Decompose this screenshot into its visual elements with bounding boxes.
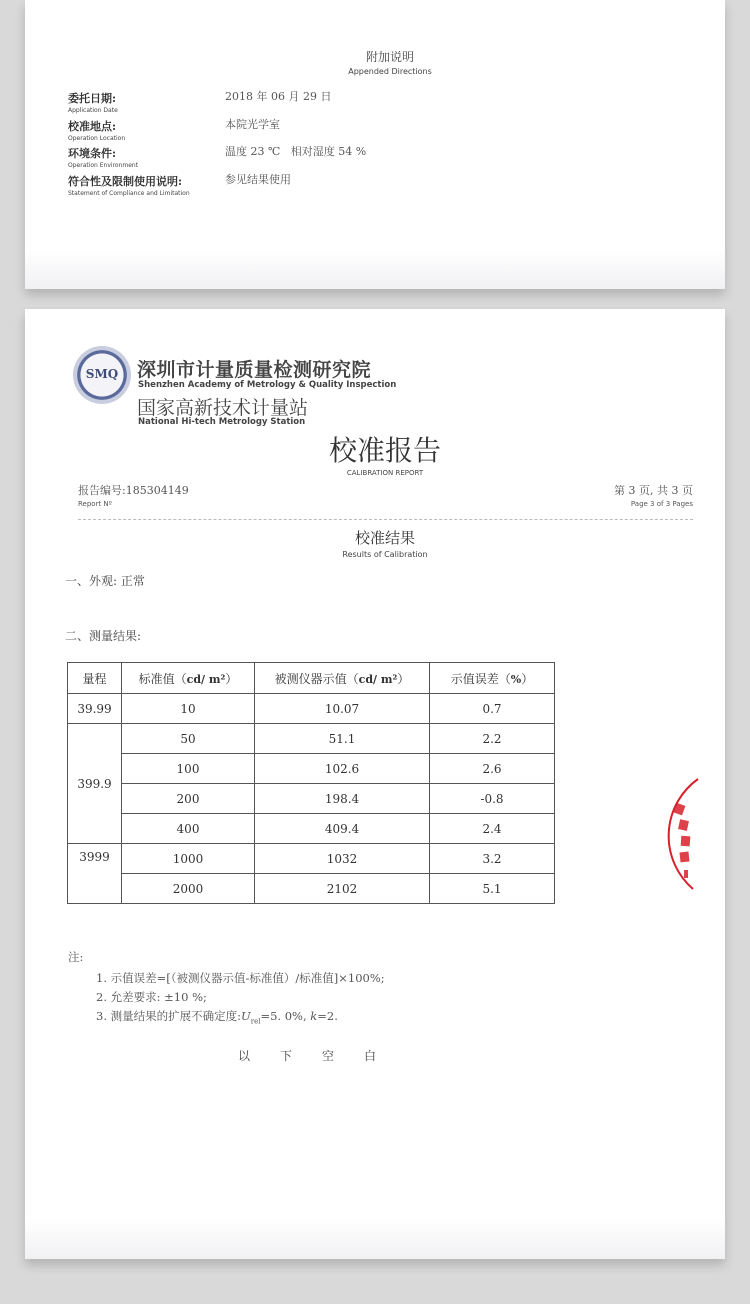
range-cell: 399.9 — [68, 724, 122, 844]
official-seal-stamp — [653, 774, 713, 894]
note-1: 1. 示值误差=[（被测仪器示值-标准值）/标准值]×100%; — [96, 971, 385, 985]
report-number-value: 185304149 — [125, 484, 189, 497]
table-row — [68, 874, 555, 904]
report-title — [25, 429, 735, 477]
appendix-page — [25, 0, 725, 289]
note-3-k: k — [310, 1009, 318, 1023]
application-date-label — [68, 87, 118, 114]
org-name-zh: 深圳市计量质量检测研究院 — [137, 359, 372, 381]
label-en: Operation Location — [68, 135, 126, 142]
header-text: ） — [397, 671, 410, 686]
standard-cell: 10 — [122, 694, 255, 724]
table-row — [68, 694, 555, 724]
station-name-en: National Hi-tech Metrology Station — [138, 417, 306, 427]
table-row — [68, 814, 555, 844]
measured-cell: 198.4 — [255, 784, 430, 814]
header-unit: % — [510, 672, 522, 686]
standard-cell: 200 — [122, 784, 255, 814]
appendix-title-en: Appended Directions — [348, 67, 432, 76]
notes — [68, 949, 385, 1031]
standard-cell: 2000 — [122, 874, 255, 904]
report-number-en: Report Nº — [78, 500, 112, 508]
error-cell: 2.2 — [430, 724, 555, 754]
table-header-row — [68, 663, 555, 694]
operation-environment-label — [68, 142, 138, 169]
range-cell: 3999 — [68, 844, 122, 904]
smq-logo — [73, 346, 131, 404]
page-shadow-fade — [25, 1219, 725, 1259]
measured-cell: 10.07 — [255, 694, 430, 724]
error-cell: 2.4 — [430, 814, 555, 844]
report-title-zh: 校准报告 — [328, 434, 441, 467]
note-3-u: U — [241, 1009, 251, 1023]
header-text: 示值误差（ — [450, 671, 511, 686]
results-table — [67, 662, 555, 904]
error-cell: 5.1 — [430, 874, 555, 904]
appendix-title-zh: 附加说明 — [365, 50, 414, 64]
header-measured — [255, 663, 430, 694]
label-zh: 环境条件: — [68, 147, 117, 160]
header-text: 被测仪器示值（ — [274, 671, 359, 686]
results-title — [25, 527, 735, 559]
station-name-zh: 国家高新技术计量站 — [137, 397, 309, 419]
standard-cell: 100 — [122, 754, 255, 784]
error-cell: 3.2 — [430, 844, 555, 874]
application-date-value: 2018 年 06 月 29 日 — [225, 90, 332, 103]
operation-location-value: 本院光学室 — [225, 118, 280, 131]
label-en: Statement of Compliance and Limitation — [68, 190, 190, 197]
calibration-report-page — [25, 309, 725, 1259]
header-range — [68, 663, 122, 694]
header-unit: cd/ m² — [186, 672, 226, 686]
header-text: ） — [521, 671, 534, 686]
page-indicator-en: Page 3 of 3 Pages — [630, 500, 693, 508]
report-number — [78, 482, 189, 508]
standard-cell: 50 — [122, 724, 255, 754]
label-zh: 校准地点: — [68, 120, 117, 133]
logo-text: SMQ — [85, 367, 119, 381]
error-cell: 0.7 — [430, 694, 555, 724]
label-zh: 符合性及限制使用说明: — [68, 175, 183, 188]
compliance-statement-value: 参见结果使用 — [225, 173, 291, 186]
note-3 — [96, 1007, 385, 1031]
error-cell: 2.6 — [430, 754, 555, 784]
measurement-heading: 二、测量结果: — [65, 629, 142, 643]
measured-cell: 1032 — [255, 844, 430, 874]
page-shadow-fade — [25, 249, 725, 289]
note-2: 2. 允差要求: ±10 %; — [96, 990, 207, 1004]
notes-label: 注: — [68, 950, 84, 964]
table-row — [68, 754, 555, 784]
note-3-text: 3. 测量结果的扩展不确定度: — [96, 1009, 242, 1023]
appearance-item: 一、外观: 正常 — [65, 574, 145, 588]
header-text: 标准值（ — [138, 671, 187, 686]
label-en: Operation Environment — [68, 162, 139, 169]
table-row — [68, 724, 555, 754]
page-indicator-zh: 第 3 页, 共 3 页 — [614, 484, 693, 497]
blank-below-marker: 以下空白 — [238, 1049, 407, 1063]
seal-arc — [669, 779, 698, 889]
compliance-statement-label — [68, 170, 190, 197]
table-row — [68, 844, 555, 874]
range-cell: 39.99 — [68, 694, 122, 724]
label-zh: 委托日期: — [68, 92, 117, 105]
org-name-en: Shenzhen Academy of Metrology & Quality Inspection — [138, 380, 397, 390]
header-error — [430, 663, 555, 694]
results-title-en: Results of Calibration — [342, 550, 428, 559]
header-standard — [122, 663, 255, 694]
results-title-zh: 校准结果 — [354, 529, 415, 547]
note-3-sub: rel — [250, 1017, 261, 1026]
page-indicator — [614, 482, 693, 508]
report-number-label: 报告编号: — [78, 484, 126, 497]
standard-cell: 1000 — [122, 844, 255, 874]
measured-cell: 2102 — [255, 874, 430, 904]
measured-cell: 51.1 — [255, 724, 430, 754]
appendix-title — [25, 48, 725, 76]
measured-cell: 102.6 — [255, 754, 430, 784]
note-3-value: =5. 0%, — [260, 1009, 311, 1023]
standard-cell: 400 — [122, 814, 255, 844]
header-text: ） — [225, 671, 238, 686]
table-row — [68, 784, 555, 814]
operation-location-label — [68, 115, 125, 142]
header-range-text: 量程 — [82, 671, 107, 686]
operation-environment-value: 温度 23 ℃ 相对湿度 54 % — [225, 145, 367, 158]
divider — [78, 519, 693, 520]
measured-cell: 409.4 — [255, 814, 430, 844]
label-en: Application Date — [68, 107, 118, 114]
header-unit: cd/ m² — [358, 672, 398, 686]
error-cell: -0.8 — [430, 784, 555, 814]
note-3-k-value: =2. — [317, 1009, 338, 1023]
report-title-en: CALIBRATION REPORT — [346, 469, 424, 477]
